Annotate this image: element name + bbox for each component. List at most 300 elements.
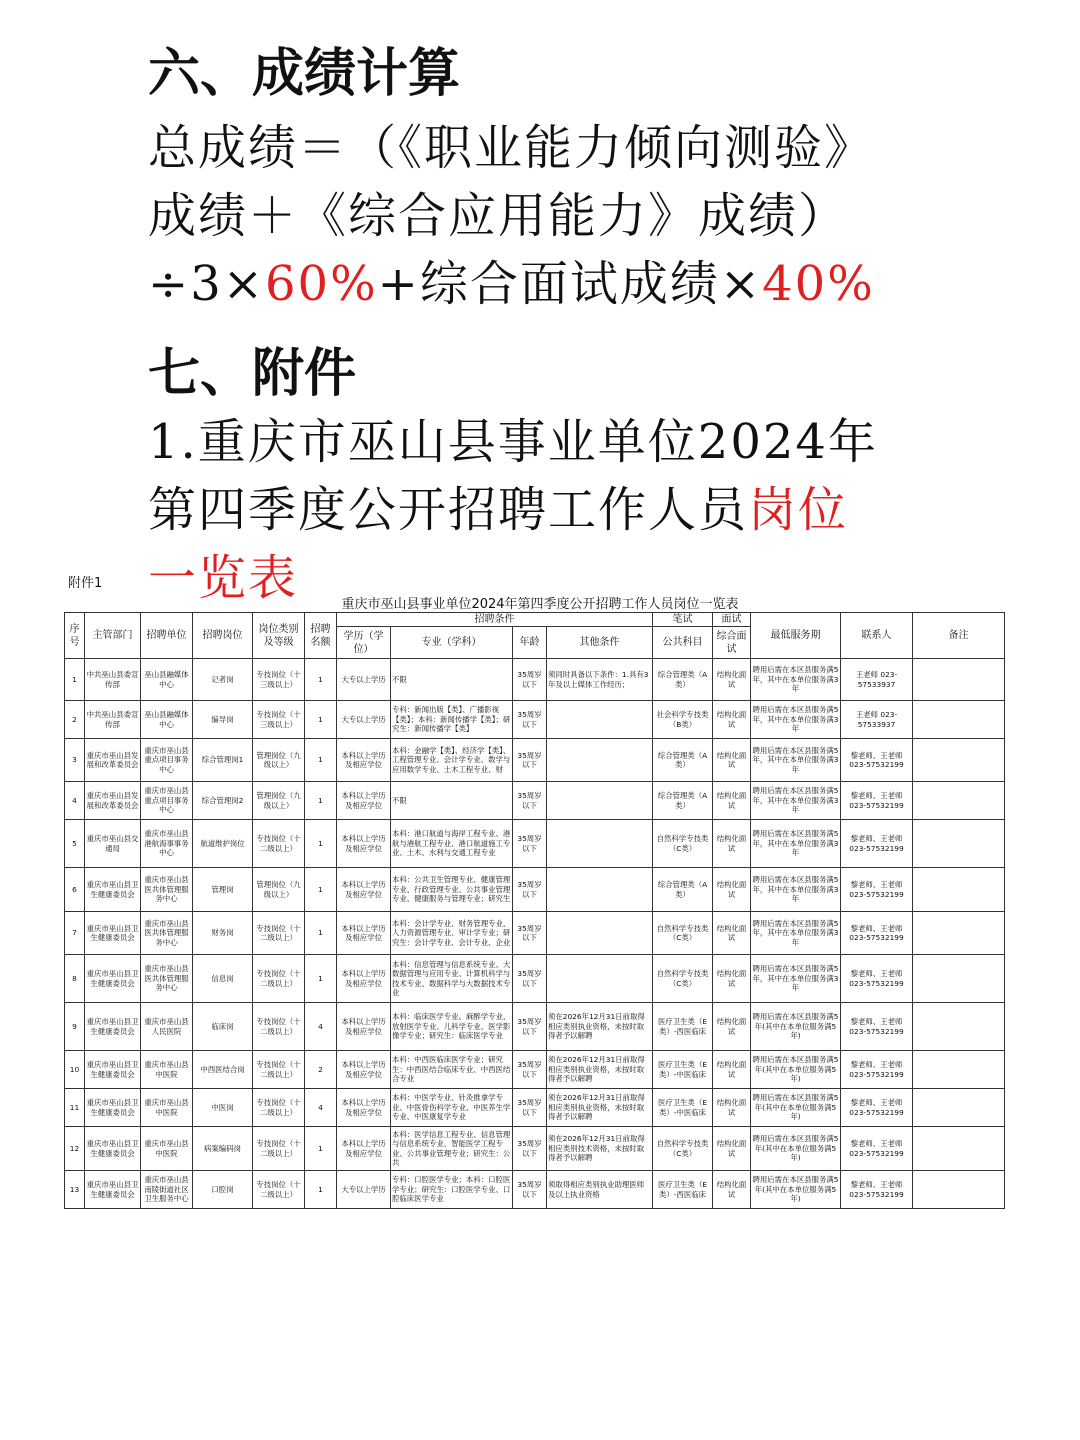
cell-level [253,820,305,868]
cell-written [653,955,713,1003]
cell-text-written: 自然科学专技类（C类） [656,834,709,853]
cell-quota [305,1051,337,1089]
cell-interview [713,659,751,701]
cell-level [253,1051,305,1089]
cell-quota [305,701,337,739]
col-written: 笔试 [653,613,713,627]
cell-remark [913,1089,1005,1127]
cell-text-interview: 结构化面试 [716,670,747,689]
cell-level [253,659,305,701]
cell-text-written: 综合管理类（A类） [657,750,708,769]
cell-text-quota: 2 [318,1064,323,1074]
cell-text-edu: 本科以上学历及相应学位 [341,1060,386,1079]
cell-written [653,912,713,955]
cell-written [653,1089,713,1127]
cell-text-interview: 结构化面试 [716,791,747,810]
cell-text-post: 临床岗 [211,1021,234,1031]
cell-interview [713,1003,751,1051]
cell-unit [141,820,193,868]
cell-written [653,1171,713,1209]
cell-text-other: 须在2026年12月31日前取得相应类别执业资格，未按时取得者予以解聘 [548,1093,645,1122]
cell-text-post: 管理岗 [211,884,234,894]
section-heading-attachment: 七、附件 [148,344,357,404]
cell-text-level: 专技岗位（十二级以上） [256,923,301,942]
cell-text-unit: 巫山县融媒体中心 [144,710,189,729]
cell-text-contact: 黎老师、王老师 023-57532199 [849,923,904,942]
cell-dept [85,659,141,701]
cell-post [193,659,253,701]
cell-text-dept: 重庆市巫山县发展和改革委员会 [86,750,139,769]
col-level: 岗位类别及等级 [253,613,305,659]
cell-major [391,912,513,955]
cell-level [253,1089,305,1127]
cell-text-contact: 黎老师、王老师 023-57532199 [849,969,904,988]
col-quota: 招聘名额 [305,613,337,659]
col-other: 其他条件 [547,627,653,659]
cell-seq [65,1003,85,1051]
cell-text-contact: 黎老师、王老师 023-57532199 [849,750,904,769]
cell-text-age: 35周岁以下 [517,1180,542,1199]
cell-text-edu: 大专以上学历 [341,714,386,724]
cell-remark [913,739,1005,782]
cell-text-service: 聘用后需在本区县服务满5年，其中在本单位服务满3年 [752,705,839,734]
cell-post [193,868,253,912]
cell-post [193,1051,253,1089]
cell-text-quota: 1 [318,973,323,983]
cell-post [193,1089,253,1127]
cell-text-post: 中医岗 [211,1102,234,1112]
cell-text-contact: 王老师 023-57533937 [855,670,898,689]
cell-text-edu: 本科以上学历及相应学位 [341,791,386,810]
cell-quota [305,1127,337,1171]
cell-unit [141,739,193,782]
cell-level [253,868,305,912]
formula-line-3 [148,254,875,314]
cell-age [513,1051,547,1089]
cell-service [751,659,841,701]
cell-text-unit: 重庆市巫山县医共体管理服务中心 [144,918,189,947]
cell-text-age: 35周岁以下 [517,1098,542,1117]
cell-post [193,1127,253,1171]
cell-level [253,1003,305,1051]
cell-text-age: 35周岁以下 [517,710,542,729]
cell-text-quota: 4 [318,1021,323,1031]
cell-text-written: 自然科学专技类（C类） [656,1139,709,1158]
cell-other [547,912,653,955]
cell-text-unit: 重庆市巫山县中医院 [144,1139,189,1158]
cell-seq [65,820,85,868]
cell-text-edu: 大专以上学历 [341,1184,386,1194]
cell-text-major: 本科：中医学专业、针灸推拿学专业、中医骨伤科学专业、中医养生学专业、中医康复学专业 [392,1093,511,1122]
cell-remark [913,1127,1005,1171]
cell-text-level: 专技岗位（十三级以上） [256,710,301,729]
cell-text-other: 须在2026年12月31日前取得相应类别执业资格，未按时取得者予以解聘 [548,1012,645,1041]
cell-service [751,701,841,739]
cell-text-contact: 黎老师、王老师 023-57532199 [849,880,904,899]
cell-text-seq: 8 [72,973,77,983]
cell-text-interview: 结构化面试 [716,1098,747,1117]
cell-contact [841,701,913,739]
cell-service [751,739,841,782]
cell-text-seq: 4 [72,795,77,805]
cell-major [391,820,513,868]
cell-text-major: 不限 [392,795,407,805]
cell-remark [913,820,1005,868]
cell-dept [85,1127,141,1171]
col-major: 专业（学科） [391,627,513,659]
cell-text-service: 聘用后需在本区县服务满5年，其中在本单位服务满3年 [752,786,839,815]
cell-interview [713,701,751,739]
cell-unit [141,1003,193,1051]
formula-interview: +综合面试成绩× [377,256,763,312]
cell-text-edu: 本科以上学历及相应学位 [341,880,386,899]
table-row [65,1003,1005,1051]
cell-text-quota: 1 [318,795,323,805]
cell-text-level: 专技岗位（十二级以上） [256,1017,301,1036]
cell-text-written: 综合管理类（A类） [657,791,708,810]
cell-text-dept: 重庆市巫山县卫生健康委员会 [86,1017,139,1036]
table-row [65,1127,1005,1171]
cell-quota [305,739,337,782]
cell-dept [85,912,141,955]
cell-age [513,1003,547,1051]
cell-text-level: 专技岗位（十二级以上） [256,1139,301,1158]
cell-interview [713,1089,751,1127]
cell-text-age: 35周岁以下 [517,834,542,853]
cell-seq [65,782,85,820]
cell-text-post: 编导岗 [211,714,234,724]
cell-text-interview: 结构化面试 [716,1139,747,1158]
cell-text-unit: 重庆市巫山县人民医院 [144,1017,189,1036]
cell-text-post: 综合管理岗2 [201,795,244,805]
cell-text-dept: 重庆市巫山县卫生健康委员会 [86,1139,139,1158]
cell-text-dept: 重庆市巫山县发展和改革委员会 [86,791,139,810]
cell-contact [841,659,913,701]
cell-age [513,782,547,820]
cell-major [391,659,513,701]
cell-contact [841,1127,913,1171]
cell-unit [141,1127,193,1171]
cell-unit [141,912,193,955]
cell-remark [913,868,1005,912]
cell-service [751,1089,841,1127]
col-service: 最低服务期 [751,613,841,659]
cell-edu [337,701,391,739]
formula-line-1: 总成绩＝（《职业能力倾向测验》 [148,120,875,176]
cell-interview [713,1127,751,1171]
cell-service [751,1127,841,1171]
cell-service [751,868,841,912]
cell-service [751,955,841,1003]
cell-written [653,739,713,782]
col-post: 招聘岗位 [193,613,253,659]
cell-text-level: 专技岗位（十二级以上） [256,834,301,853]
col-interview: 面试 [713,613,751,627]
cell-major [391,1051,513,1089]
cell-text-unit: 重庆市巫山县重点项目事务中心 [144,786,189,815]
cell-other [547,1089,653,1127]
cell-quota [305,912,337,955]
cell-text-age: 35周岁以下 [517,1017,542,1036]
attachment-line-2 [148,480,848,540]
cell-remark [913,701,1005,739]
cell-text-dept: 重庆市巫山县卫生健康委员会 [86,1060,139,1079]
table-body [65,659,1005,1209]
cell-text-dept: 重庆市巫山县卫生健康委员会 [86,923,139,942]
cell-age [513,955,547,1003]
cell-text-post: 记者岗 [211,674,234,684]
cell-text-post: 病案编码岗 [204,1143,241,1153]
cell-service [751,1171,841,1209]
cell-edu [337,1089,391,1127]
cell-text-edu: 本科以上学历及相应学位 [341,969,386,988]
cell-text-age: 35周岁以下 [517,880,542,899]
cell-text-major: 专科：新闻出版【类】、广播影视【类】；本科：新闻传播学【类】；研究生：新闻传播学【类】 [392,705,511,734]
cell-level [253,739,305,782]
cell-major [391,1089,513,1127]
cell-other [547,782,653,820]
cell-dept [85,820,141,868]
cell-text-seq: 13 [69,1184,80,1194]
cell-remark [913,955,1005,1003]
cell-text-unit: 重庆市巫山县医共体管理服务中心 [144,964,189,993]
cell-text-level: 专技岗位（十二级以上） [256,969,301,988]
cell-contact [841,1051,913,1089]
cell-text-written: 社会科学专技类（B类） [656,710,709,729]
cell-service [751,782,841,820]
cell-text-service: 聘用后需在本区县服务满5年，其中在本单位服务满3年 [752,745,839,774]
cell-interview [713,820,751,868]
formula-line-2: 成绩＋《综合应用能力》成绩） [148,188,849,244]
cell-dept [85,739,141,782]
cell-text-contact: 黎老师、王老师 023-57532199 [849,1017,904,1036]
cell-edu [337,868,391,912]
cell-written [653,820,713,868]
cell-post [193,820,253,868]
cell-text-seq: 12 [69,1143,80,1153]
cell-seq [65,955,85,1003]
cell-unit [141,701,193,739]
cell-text-seq: 7 [72,928,77,938]
cell-text-age: 35周岁以下 [517,1139,542,1158]
cell-quota [305,820,337,868]
cell-text-service: 聘用后需在本区县服务满5年，其中在本单位服务满3年 [752,665,839,694]
cell-text-interview: 结构化面试 [716,923,747,942]
cell-text-contact: 王老师 023-57533937 [855,710,898,729]
cell-text-post: 口腔岗 [211,1184,234,1194]
cell-seq [65,868,85,912]
cell-written [653,1003,713,1051]
cell-edu [337,739,391,782]
cell-remark [913,659,1005,701]
cell-major [391,1127,513,1171]
cell-text-age: 35周岁以下 [517,791,542,810]
cell-age [513,1171,547,1209]
cell-text-seq: 2 [72,714,77,724]
cell-contact [841,820,913,868]
cell-seq [65,1089,85,1127]
cell-other [547,820,653,868]
cell-text-written: 医疗卫生类（E类）-西医临床 [657,1017,707,1036]
cell-remark [913,1171,1005,1209]
cell-other [547,1127,653,1171]
cell-text-level: 管理岗位（九级以上） [256,750,301,769]
cell-text-service: 聘用后需在本区县服务满5年(其中在本单位服务满5年) [752,1175,839,1204]
cell-unit [141,782,193,820]
cell-service [751,912,841,955]
cell-text-quota: 1 [318,928,323,938]
table-row [65,782,1005,820]
cell-text-major: 本科：中西医临床医学专业；研究生：中西医结合临床专业、中西医结合专业 [392,1055,511,1084]
table-row [65,1171,1005,1209]
cell-interview [713,955,751,1003]
cell-service [751,820,841,868]
attachment-line-2-text: 第四季度公开招聘工作人员 [148,482,749,538]
cell-seq [65,1171,85,1209]
attachment-highlight: 岗位 [748,482,849,538]
col-remark: 备注 [913,613,1005,659]
cell-interview [713,868,751,912]
cell-text-interview: 结构化面试 [716,710,747,729]
cell-quota [305,868,337,912]
attachment-line-1: 1.重庆市巫山县事业单位2024年 [148,414,878,470]
cell-quota [305,955,337,1003]
cell-text-seq: 9 [72,1021,77,1031]
cell-seq [65,659,85,701]
cell-text-major: 本科：临床医学专业、麻醉学专业、放射医学专业、儿科学专业、医学影像学专业；研究生：临床医学专业 [392,1012,511,1041]
cell-level [253,955,305,1003]
cell-text-seq: 6 [72,884,77,894]
cell-written [653,701,713,739]
cell-dept [85,1171,141,1209]
cell-interview [713,1171,751,1209]
cell-text-interview: 结构化面试 [716,880,747,899]
cell-text-level: 管理岗位（九级以上） [256,791,301,810]
cell-quota [305,782,337,820]
cell-other [547,1003,653,1051]
cell-text-major: 本科：会计学专业、财务管理专业、人力资源管理专业、审计学专业；研究生：会计学专业、会计专业、企业 [392,918,511,947]
cell-edu [337,659,391,701]
cell-age [513,739,547,782]
cell-text-dept: 重庆市巫山县卫生健康委员会 [86,1098,139,1117]
attachment-line-3: 一览表 [148,550,299,606]
cell-edu [337,820,391,868]
cell-age [513,868,547,912]
cell-text-unit: 重庆市巫山县医共体管理服务中心 [144,875,189,904]
cell-other [547,701,653,739]
cell-text-service: 聘用后需在本区县服务满5年，其中在本单位服务满3年 [752,918,839,947]
formula-weight-interview: 40% [762,256,875,312]
cell-unit [141,868,193,912]
cell-text-quota: 1 [318,714,323,724]
cell-interview [713,782,751,820]
cell-text-edu: 本科以上学历及相应学位 [341,750,386,769]
cell-text-age: 35周岁以下 [517,750,542,769]
cell-seq [65,739,85,782]
col-unit: 招聘单位 [141,613,193,659]
cell-age [513,912,547,955]
col-contact: 联系人 [841,613,913,659]
cell-level [253,782,305,820]
cell-written [653,1127,713,1171]
cell-major [391,701,513,739]
table-row [65,820,1005,868]
cell-quota [305,1171,337,1209]
cell-level [253,912,305,955]
cell-major [391,1171,513,1209]
cell-level [253,701,305,739]
cell-text-contact: 黎老师、王老师 023-57532199 [849,1060,904,1079]
cell-text-post: 信息岗 [211,973,234,983]
cell-text-seq: 11 [69,1102,80,1112]
cell-text-edu: 本科以上学历及相应学位 [341,1139,386,1158]
cell-written [653,659,713,701]
cell-text-seq: 5 [72,838,77,848]
cell-text-post: 航道维护岗位 [200,838,245,848]
cell-edu [337,1051,391,1089]
cell-text-major: 不限 [392,674,407,684]
cell-age [513,820,547,868]
cell-unit [141,1089,193,1127]
cell-dept [85,955,141,1003]
cell-text-service: 聘用后需在本区县服务满5年(其中在本单位服务满5年) [752,1093,839,1122]
cell-text-post: 中西医结合岗 [200,1064,245,1074]
cell-text-major: 本科：金融学【类】、经济学【类】、工程管理专业、会计学专业、数学与应用数学专业、土木工程专业、财 [392,745,511,774]
cell-text-other: 须在2026年12月31日前取得相应类别技术资格，未按时取得者予以解聘 [548,1134,645,1163]
cell-text-other: 须取得相应类别执业助理医师及以上执业资格 [548,1180,645,1199]
positions-table [64,612,1005,1209]
cell-unit [141,1051,193,1089]
cell-text-edu: 本科以上学历及相应学位 [341,834,386,853]
cell-text-dept: 重庆市巫山县卫生健康委员会 [86,969,139,988]
cell-service [751,1051,841,1089]
cell-age [513,1089,547,1127]
cell-level [253,1127,305,1171]
cell-text-level: 专技岗位（十二级以上） [256,1180,301,1199]
cell-text-other: 须在2026年12月31日前取得相应类别执业资格，未按时取得者予以解聘 [548,1055,645,1084]
cell-level [253,1171,305,1209]
cell-quota [305,659,337,701]
cell-interview [713,739,751,782]
cell-seq [65,701,85,739]
cell-text-written: 医疗卫生类（E类）-中医临床 [657,1098,707,1117]
cell-text-interview: 结构化面试 [716,1060,747,1079]
cell-other [547,659,653,701]
cell-text-interview: 结构化面试 [716,1017,747,1036]
cell-text-quota: 4 [318,1102,323,1112]
cell-dept [85,782,141,820]
cell-text-quota: 1 [318,755,323,765]
cell-major [391,782,513,820]
cell-text-contact: 黎老师、王老师 023-57532199 [849,834,904,853]
cell-text-quota: 1 [318,838,323,848]
cell-text-written: 综合管理类（A类） [657,670,708,689]
cell-text-written: 医疗卫生类（E类）-西医临床 [657,1180,707,1199]
cell-contact [841,782,913,820]
cell-post [193,782,253,820]
cell-text-dept: 中共巫山县委宣传部 [86,710,139,729]
cell-major [391,739,513,782]
col-edu: 学历（学位） [337,627,391,659]
cell-dept [85,1003,141,1051]
cell-major [391,1003,513,1051]
cell-text-quota: 1 [318,1184,323,1194]
col-age: 年龄 [513,627,547,659]
cell-text-age: 35周岁以下 [517,1060,542,1079]
cell-text-age: 35周岁以下 [517,969,542,988]
table-title: 重庆市巫山县事业单位2024年第四季度公开招聘工作人员岗位一览表 [341,597,739,612]
cell-text-unit: 巫山县融媒体中心 [144,670,189,689]
